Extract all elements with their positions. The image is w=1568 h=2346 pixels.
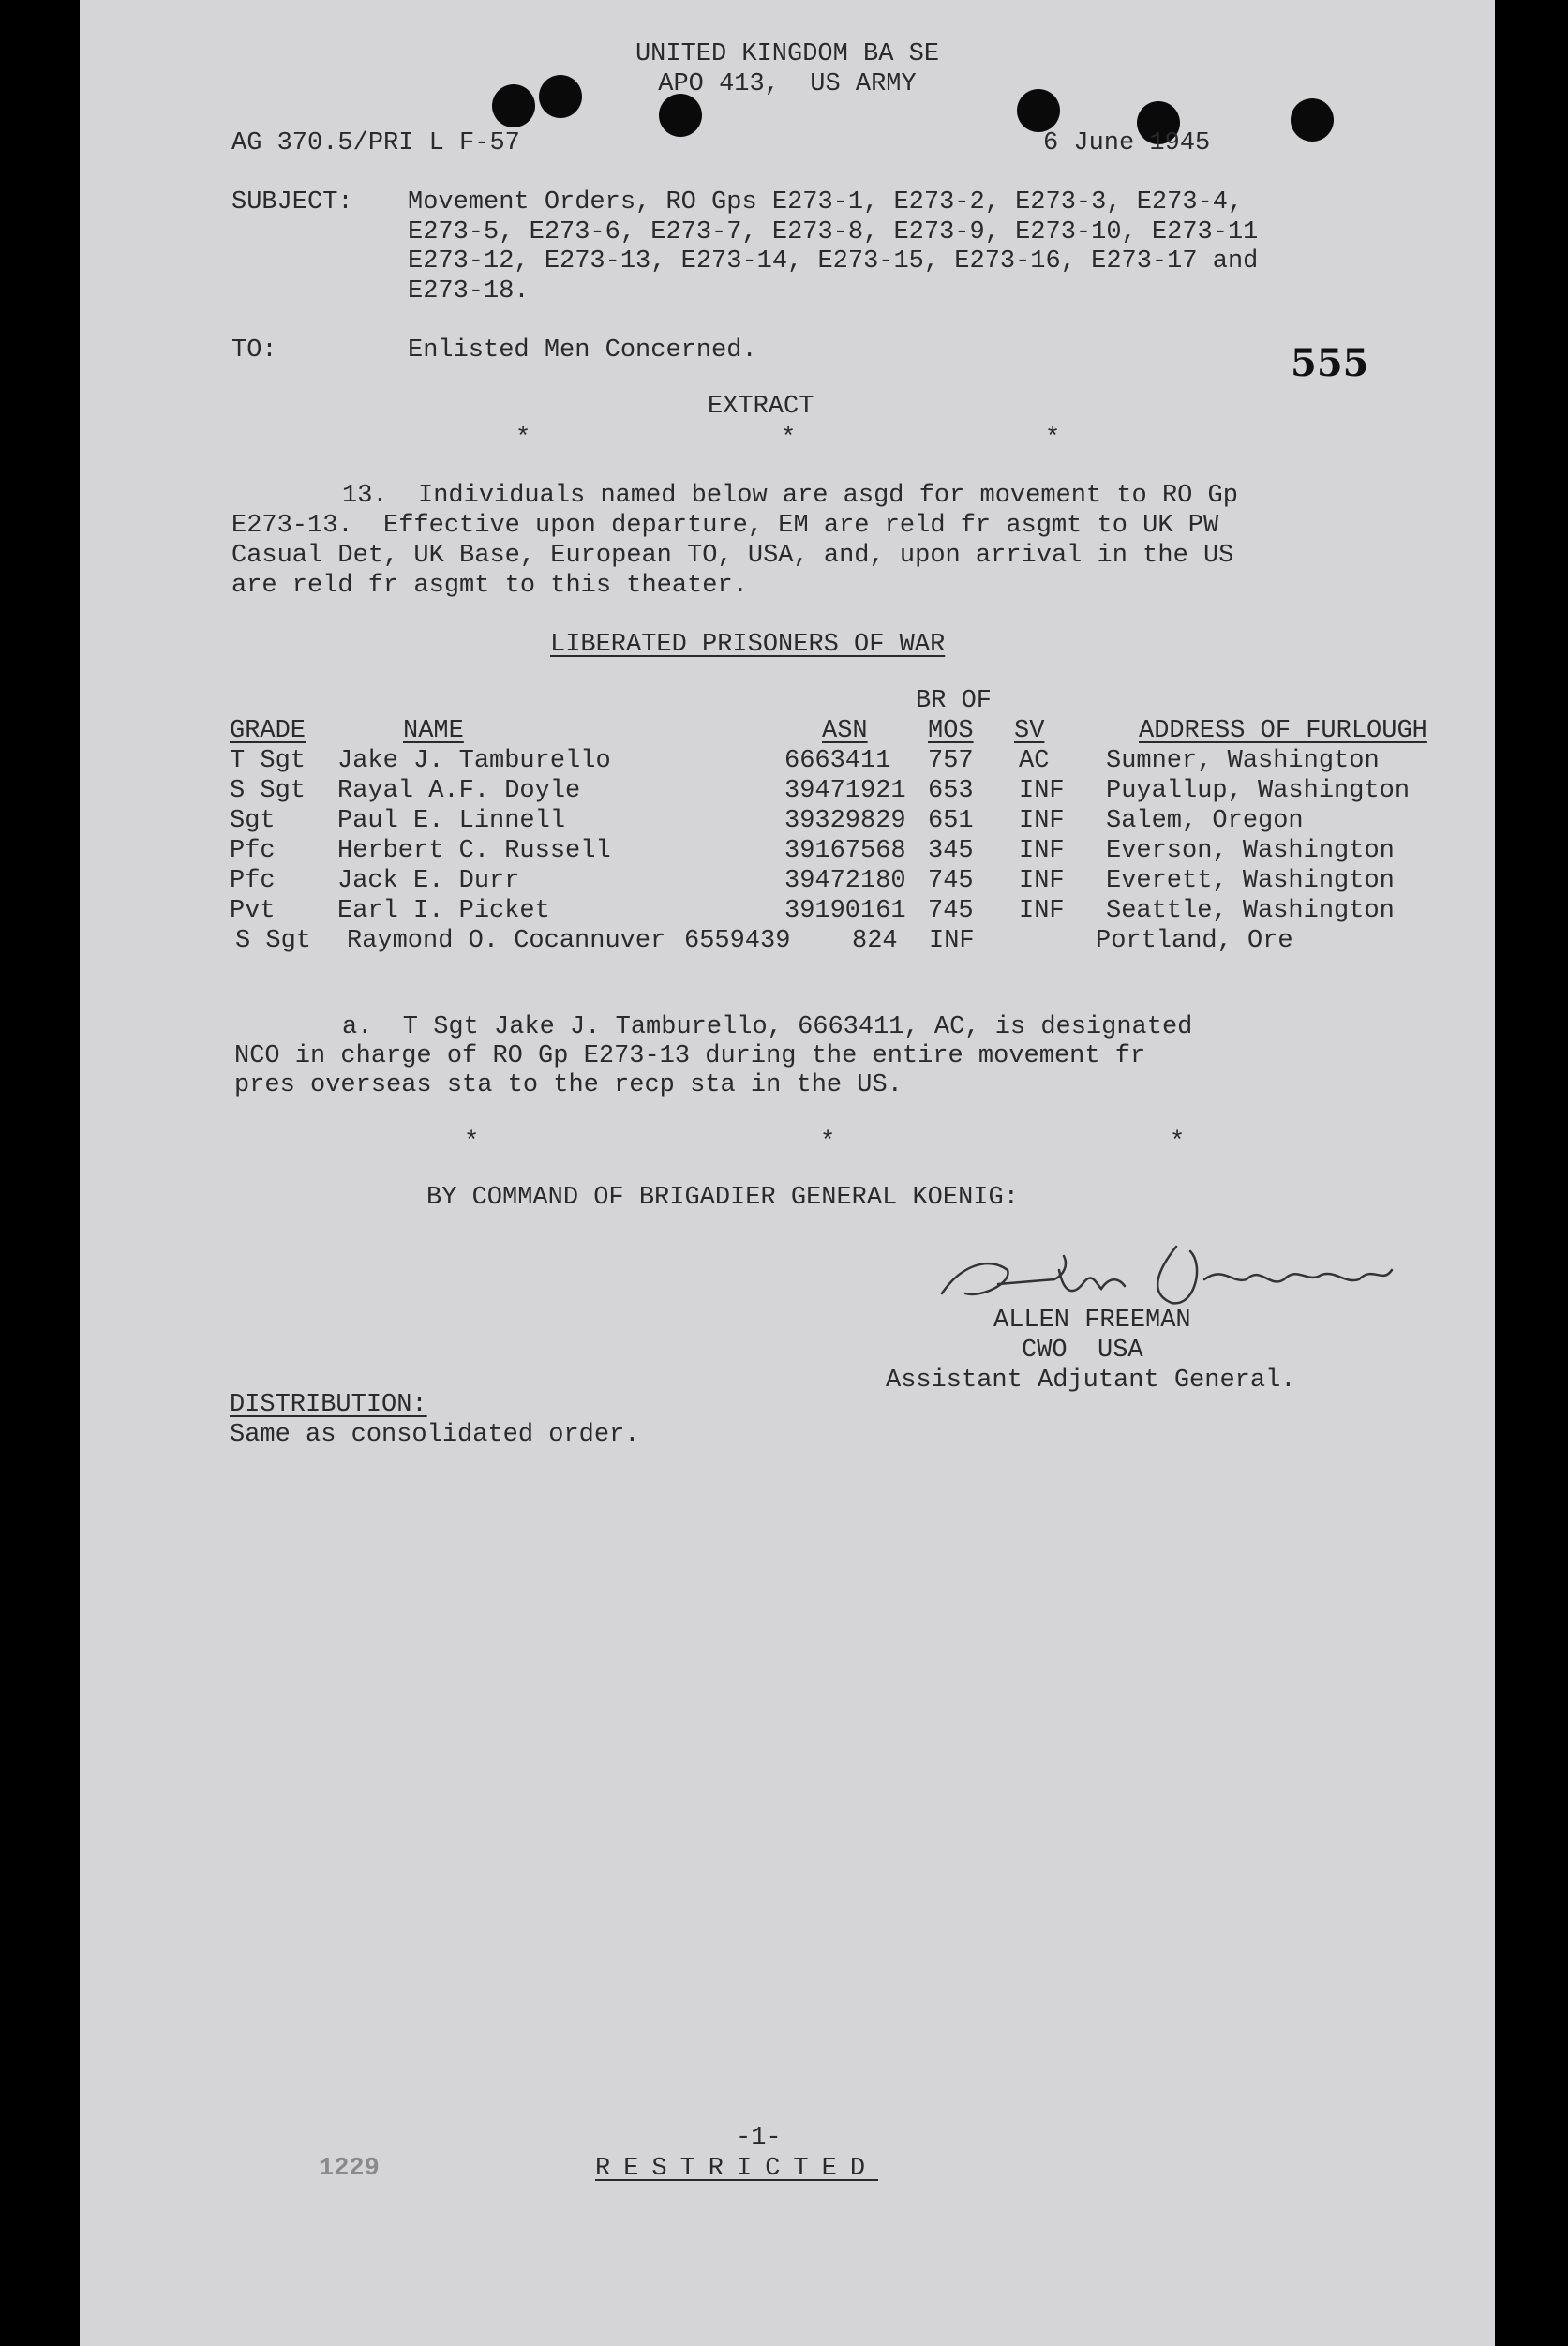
document-page bbox=[80, 0, 1495, 2346]
separator-star: * bbox=[781, 425, 797, 453]
cell-address: Puyallup, Washington bbox=[1106, 777, 1411, 805]
table-row bbox=[230, 746, 1495, 776]
cell-mos: 651 bbox=[928, 807, 974, 835]
paragraph-line: are reld fr asgmt to this theater. bbox=[231, 572, 748, 600]
cell-sv: INF bbox=[1019, 867, 1065, 895]
cell-name: Rayal A.F. Doyle bbox=[337, 777, 581, 805]
cell-grade: T Sgt bbox=[230, 747, 306, 775]
cell-mos: 345 bbox=[928, 837, 974, 865]
header-mos: MOS bbox=[928, 717, 974, 745]
cell-asn: 6663411 bbox=[784, 747, 891, 775]
cell-sv: INF bbox=[1019, 807, 1065, 835]
document-date: 6 June 1945 bbox=[1043, 129, 1211, 157]
command-line: BY COMMAND OF BRIGADIER GENERAL KOENIG: bbox=[426, 1184, 1019, 1212]
cell-grade: S Sgt bbox=[235, 927, 312, 955]
cell-asn: 6559439 bbox=[684, 927, 791, 955]
cell-asn: 39472180 bbox=[784, 867, 906, 895]
subject-label: SUBJECT: bbox=[231, 188, 353, 217]
stamp-number: 555 bbox=[1291, 341, 1369, 385]
header-address: ADDRESS OF FURLOUGH bbox=[1139, 717, 1427, 745]
cell-mos: 745 bbox=[928, 897, 974, 925]
subject-line: E273-5, E273-6, E273-7, E273-8, E273-9, E273-10, E273-11 bbox=[408, 218, 1259, 247]
document-number: 1229 bbox=[319, 2155, 380, 2183]
cell-sv: INF bbox=[1019, 837, 1065, 865]
punch-hole bbox=[659, 94, 702, 137]
paragraph-line: pres overseas sta to the recp sta in the US. bbox=[234, 1071, 903, 1099]
paragraph-line: Casual Det, UK Base, European TO, USA, and, upon arrival in the US bbox=[231, 542, 1234, 570]
classification-marking: RESTRICTED bbox=[595, 2155, 879, 2183]
to-label: TO: bbox=[231, 336, 277, 365]
cell-asn: 39471921 bbox=[784, 777, 906, 805]
cell-asn: 39190161 bbox=[784, 897, 906, 925]
table-row bbox=[230, 866, 1495, 896]
cell-name: Herbert C. Russell bbox=[337, 837, 611, 865]
header-name: NAME bbox=[403, 717, 464, 745]
cell-name: Paul E. Linnell bbox=[337, 807, 566, 835]
cell-sv: AC bbox=[1019, 747, 1050, 775]
separator-star: * bbox=[1170, 1128, 1186, 1157]
subject-line: E273-18. bbox=[408, 277, 530, 306]
extract-label: EXTRACT bbox=[708, 393, 814, 421]
cell-mos: 757 bbox=[928, 747, 974, 775]
file-reference: AG 370.5/PRI L F-57 bbox=[231, 129, 520, 157]
table-header-row bbox=[230, 716, 1495, 746]
header-apo: APO 413, US ARMY bbox=[658, 70, 917, 98]
paragraph-line: NCO in charge of RO Gp E273-13 during the entire movement fr bbox=[234, 1042, 1146, 1070]
table-row bbox=[230, 806, 1495, 836]
cell-address: Sumner, Washington bbox=[1106, 747, 1380, 775]
cell-grade: Pfc bbox=[230, 837, 276, 865]
paragraph-line: a. T Sgt Jake J. Tamburello, 6663411, AC, is designated bbox=[342, 1013, 1193, 1041]
distribution-label: DISTRIBUTION: bbox=[230, 1391, 427, 1419]
cell-address: Seattle, Washington bbox=[1106, 897, 1395, 925]
header-sv: SV bbox=[1014, 717, 1045, 745]
paragraph-line: 13. Individuals named below are asgd for movement to RO Gp bbox=[342, 482, 1238, 510]
cell-sv: INF bbox=[1019, 777, 1065, 805]
cell-name: Raymond O. Cocannuver bbox=[347, 927, 666, 955]
distribution-value: Same as consolidated order. bbox=[230, 1421, 640, 1449]
to-value: Enlisted Men Concerned. bbox=[408, 336, 757, 365]
subject-line: E273-12, E273-13, E273-14, E273-15, E273-16, E273-17 and bbox=[408, 247, 1259, 276]
header-grade: GRADE bbox=[230, 717, 306, 745]
cell-grade: Pvt bbox=[230, 897, 276, 925]
signer-name: ALLEN FREEMAN bbox=[993, 1307, 1191, 1335]
punch-hole bbox=[1291, 98, 1334, 142]
paragraph-line: E273-13. Effective upon departure, EM are reld fr asgmt to UK PW bbox=[231, 512, 1219, 540]
signer-rank: CWO USA bbox=[1022, 1337, 1143, 1365]
header-br-of: BR OF bbox=[916, 687, 993, 715]
separator-star: * bbox=[515, 425, 531, 453]
cell-sv: INF bbox=[1019, 897, 1065, 925]
cell-grade: S Sgt bbox=[230, 777, 306, 805]
cell-address: Portland, Ore bbox=[1096, 927, 1293, 955]
cell-asn: 39167568 bbox=[784, 837, 906, 865]
cell-grade: Pfc bbox=[230, 867, 276, 895]
separator-star: * bbox=[464, 1128, 480, 1157]
header-unit: UNITED KINGDOM BA SE bbox=[635, 40, 940, 68]
cell-address: Everett, Washington bbox=[1106, 867, 1395, 895]
signer-title: Assistant Adjutant General. bbox=[886, 1367, 1296, 1395]
cell-mos: 824 bbox=[852, 927, 898, 955]
cell-mos: 653 bbox=[928, 777, 974, 805]
section-title: LIBERATED PRISONERS OF WAR bbox=[550, 631, 946, 659]
separator-star: * bbox=[1045, 425, 1061, 453]
cell-address: Everson, Washington bbox=[1106, 837, 1395, 865]
page-number: -1- bbox=[736, 2124, 782, 2152]
table-row bbox=[230, 776, 1495, 806]
table-row bbox=[230, 896, 1495, 926]
table-row bbox=[230, 926, 1495, 956]
subject-line: Movement Orders, RO Gps E273-1, E273-2, E273-3, E273-4, bbox=[408, 188, 1244, 217]
cell-sv: INF bbox=[929, 927, 975, 955]
table-row bbox=[230, 836, 1495, 866]
cell-mos: 745 bbox=[928, 867, 974, 895]
cell-name: Earl I. Picket bbox=[337, 897, 550, 925]
header-asn: ASN bbox=[822, 717, 868, 745]
cell-asn: 39329829 bbox=[784, 807, 906, 835]
cell-name: Jake J. Tamburello bbox=[337, 747, 611, 775]
cell-address: Salem, Oregon bbox=[1106, 807, 1304, 835]
separator-star: * bbox=[820, 1128, 836, 1157]
cell-name: Jack E. Durr bbox=[337, 867, 520, 895]
cell-grade: Sgt bbox=[230, 807, 276, 835]
